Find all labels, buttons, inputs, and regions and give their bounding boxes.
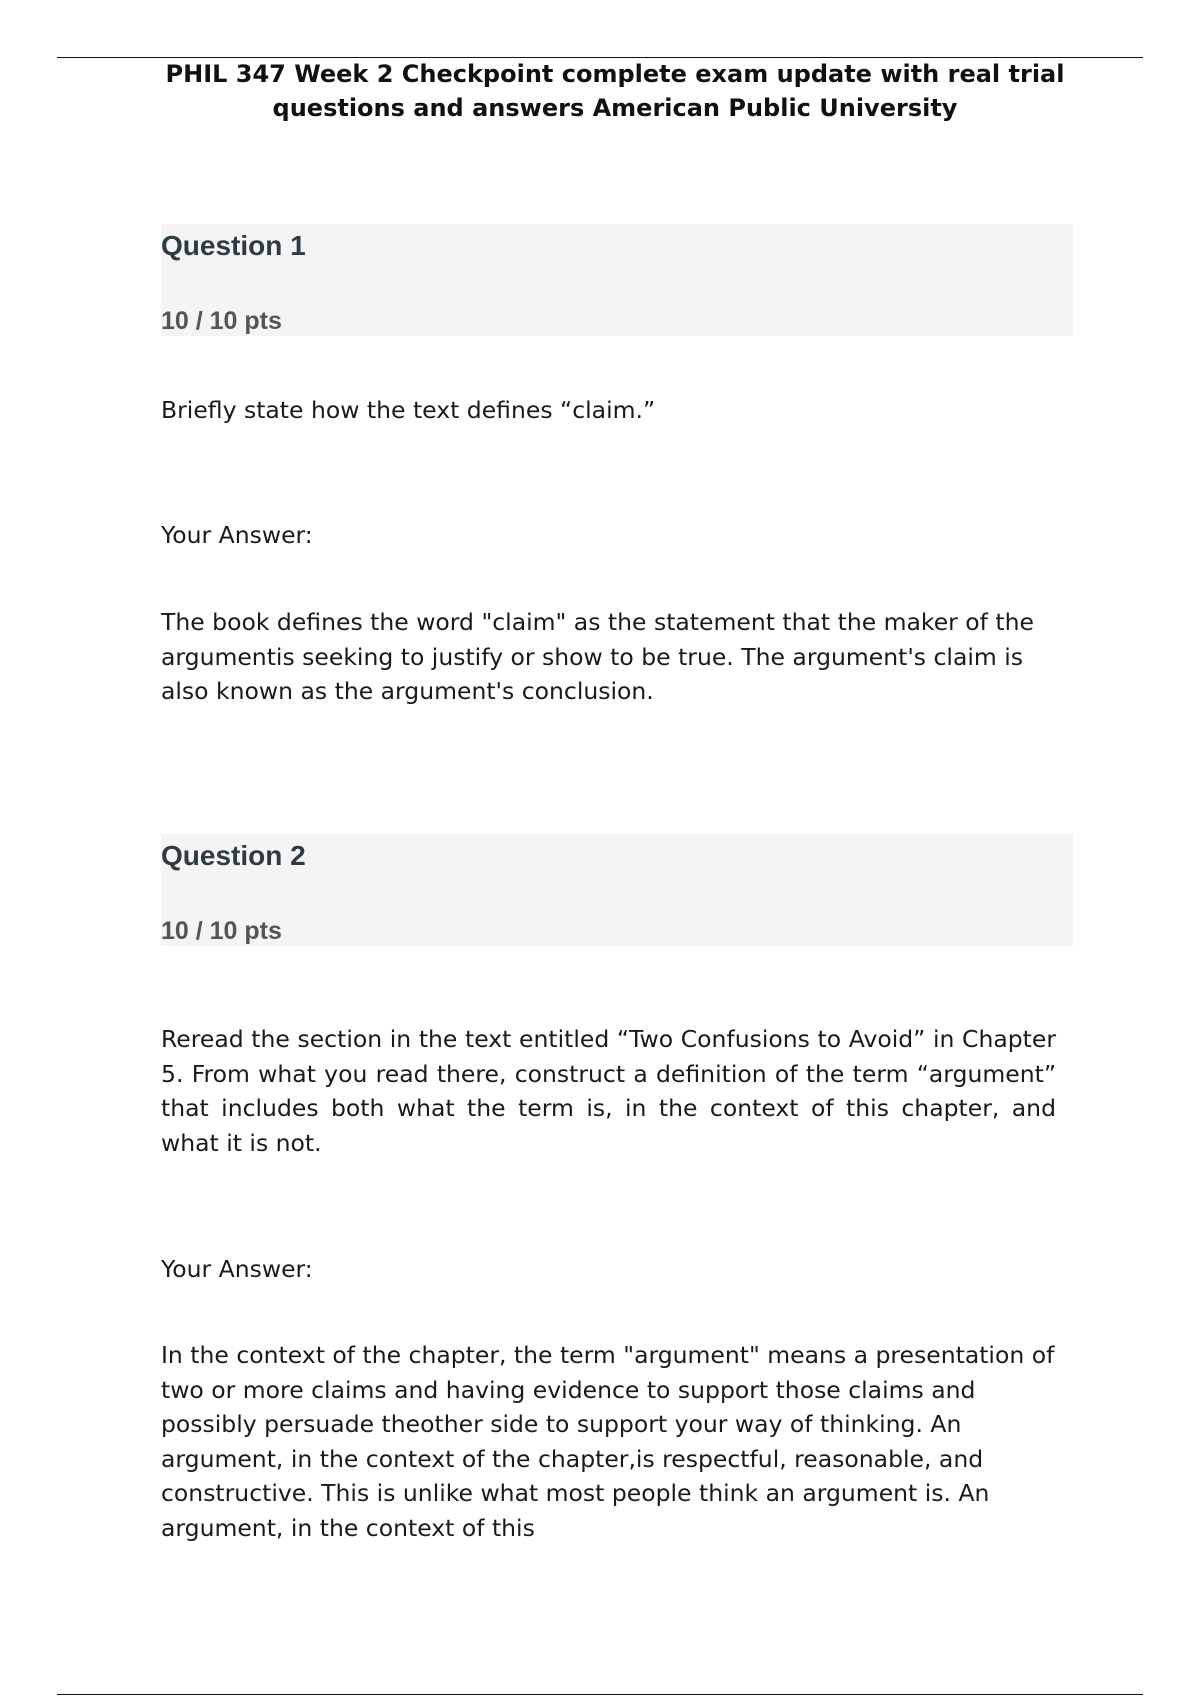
question-1-answer: The book defines the word "claim" as the statement that the maker of the argumentis seeking to justify or show to be true. The argument's claim is also known as the argument's conclusion. [161,608,1034,705]
question-2-answer: In the context of the chapter, the term "argument" means a presentation of two or more claims and having evidence to support those claims and possibly persuade theother side to support your way of thinking. An argument, in the context of the chapter,is respectful, reasonable, and constructive. This is unlike what most people think an argument is. An argument, in the context of this [161,1341,1055,1542]
bottom-rule [57,1694,1143,1695]
question-2-title: Question 2 [161,840,306,871]
question-1-title: Question 1 [161,230,306,261]
question-2-header [161,834,1073,946]
question-1-header [161,224,1073,336]
question-2-prompt: Reread the section in the text entitled “Two Confusions to Avoid” in Chapter 5. From what you read there, construct a definition of the term “argument” that includes both what the term is, in the context of this chapter, and what it is not. [161,1025,1056,1157]
question-1-prompt: Briefly state how the text defines “claim.” [161,396,656,424]
question-2-points: 10 / 10 pts [161,917,282,945]
question-1-points: 10 / 10 pts [161,307,282,335]
question-2-answer-label: Your Answer: [161,1255,313,1283]
question-1-answer-label: Your Answer: [161,521,313,549]
document-title: PHIL 347 Week 2 Checkpoint complete exam update with real trial questions and answers American Public University [165,60,1065,122]
